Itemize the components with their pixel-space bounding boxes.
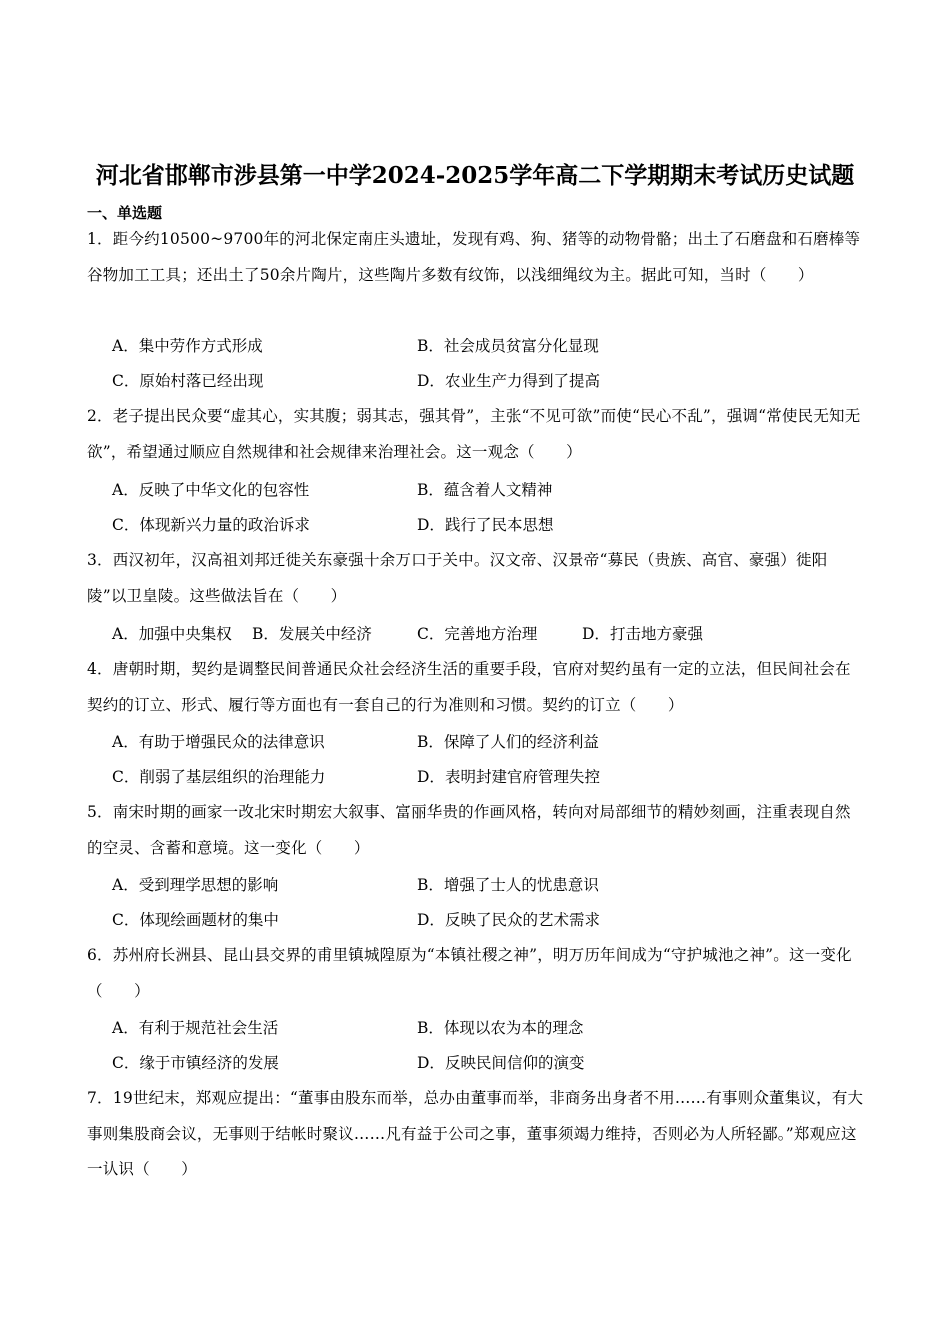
question-7 xyxy=(87,1081,865,1188)
question-number: 4． xyxy=(87,660,113,678)
question-stem: 19世纪末，郑观应提出：“董事由股东而举，总办由董事而举，非商务出身者不用……有事则众董集议，有大事则集股商会议，无事则于结帐时聚议……凡有益于公司之事，董事须竭力维持，否则必为人所轻鄙。”郑观应这一认识（ ） xyxy=(87,1089,864,1178)
option-row xyxy=(112,334,872,358)
option-b: B．体现以农为本的理念 xyxy=(417,1019,584,1037)
question-number: 5． xyxy=(87,803,113,821)
question-5 xyxy=(87,795,865,866)
option-b: B．发展关中经济 xyxy=(252,625,372,643)
option-a: A．加强中央集权 xyxy=(112,625,232,643)
question-stem: 老子提出民众要“虚其心，实其腹；弱其志，强其骨”，主张“不见可欲”而使“民心不乱”，强调“常使民无知无欲”，希望通过顺应自然规律和社会规律来治理社会。这一观念（ ） xyxy=(87,407,861,461)
option-b: B．增强了士人的忧患意识 xyxy=(417,876,599,894)
option-a: A．受到理学思想的影响 xyxy=(112,876,279,894)
option-c: C．体现新兴力量的政治诉求 xyxy=(112,516,310,534)
question-number: 2． xyxy=(87,407,113,425)
option-row xyxy=(112,730,872,754)
option-c: C．体现绘画题材的集中 xyxy=(112,911,279,929)
option-a: A．反映了中华文化的包容性 xyxy=(112,481,310,499)
option-row xyxy=(112,369,872,393)
option-c: C．削弱了基层组织的治理能力 xyxy=(112,768,326,786)
option-row xyxy=(112,513,872,537)
option-b: B．蕴含着人文精神 xyxy=(417,481,553,499)
option-row xyxy=(112,765,872,789)
question-4 xyxy=(87,652,865,723)
option-d: D．表明封建官府管理失控 xyxy=(417,768,600,786)
option-row xyxy=(112,1016,872,1040)
option-d: D．反映民间信仰的演变 xyxy=(417,1054,585,1072)
option-d: D．反映了民众的艺术需求 xyxy=(417,911,600,929)
question-number: 1． xyxy=(87,230,113,248)
option-b: B．保障了人们的经济利益 xyxy=(417,733,599,751)
option-row xyxy=(112,1051,872,1075)
question-number: 6． xyxy=(87,946,113,964)
option-c: C．缘于市镇经济的发展 xyxy=(112,1054,279,1072)
option-row xyxy=(112,873,872,897)
question-6 xyxy=(87,938,865,1009)
section-heading: 一、单选题 xyxy=(87,204,163,222)
option-a: A．集中劳作方式形成 xyxy=(112,337,263,355)
question-stem: 苏州府长洲县、昆山县交界的甫里镇城隍原为“本镇社稷之神”，明万历年间成为“守护城池之神”。这一变化（ ） xyxy=(87,946,852,1000)
question-2 xyxy=(87,399,865,470)
option-row xyxy=(112,478,872,502)
option-a: A．有利于规范社会生活 xyxy=(112,1019,279,1037)
question-stem: 西汉初年，汉高祖刘邦迁徙关东豪强十余万口于关中。汉文帝、汉景帝“募民（贵族、高官、豪强）徙阳陵”以卫皇陵。这些做法旨在（ ） xyxy=(87,551,828,605)
question-stem: 唐朝时期，契约是调整民间普通民众社会经济生活的重要手段，官府对契约虽有一定的立法，但民间社会在契约的订立、形式、履行等方面也有一套自己的行为准则和习惯。契约的订立（ ） xyxy=(87,660,851,714)
option-row xyxy=(112,622,872,646)
question-number: 7． xyxy=(87,1089,113,1107)
option-d: D．打击地方豪强 xyxy=(582,625,703,643)
question-number: 3． xyxy=(87,551,113,569)
question-stem: 南宋时期的画家一改北宋时期宏大叙事、富丽华贵的作画风格，转向对局部细节的精妙刻画，注重表现自然的空灵、含蓄和意境。这一变化（ ） xyxy=(87,803,851,857)
option-c: C．完善地方治理 xyxy=(417,625,538,643)
page-title: 河北省邯郸市涉县第一中学2024-2025学年高二下学期期末考试历史试题 xyxy=(95,162,855,189)
option-b: B．社会成员贫富分化显现 xyxy=(417,337,599,355)
option-c: C．原始村落已经出现 xyxy=(112,372,264,390)
option-a: A．有助于增强民众的法律意识 xyxy=(112,733,325,751)
option-d: D．践行了民本思想 xyxy=(417,516,554,534)
question-3 xyxy=(87,543,865,614)
option-d: D．农业生产力得到了提高 xyxy=(417,372,600,390)
option-row xyxy=(112,908,872,932)
question-1 xyxy=(87,222,865,293)
question-stem: 距今约10500~9700年的河北保定南庄头遗址，发现有鸡、狗、猪等的动物骨骼；出土了石磨盘和石磨棒等谷物加工工具；还出土了50余片陶片，这些陶片多数有纹饰，以浅细绳纹为主。据此可知，当时（ ） xyxy=(87,230,861,284)
